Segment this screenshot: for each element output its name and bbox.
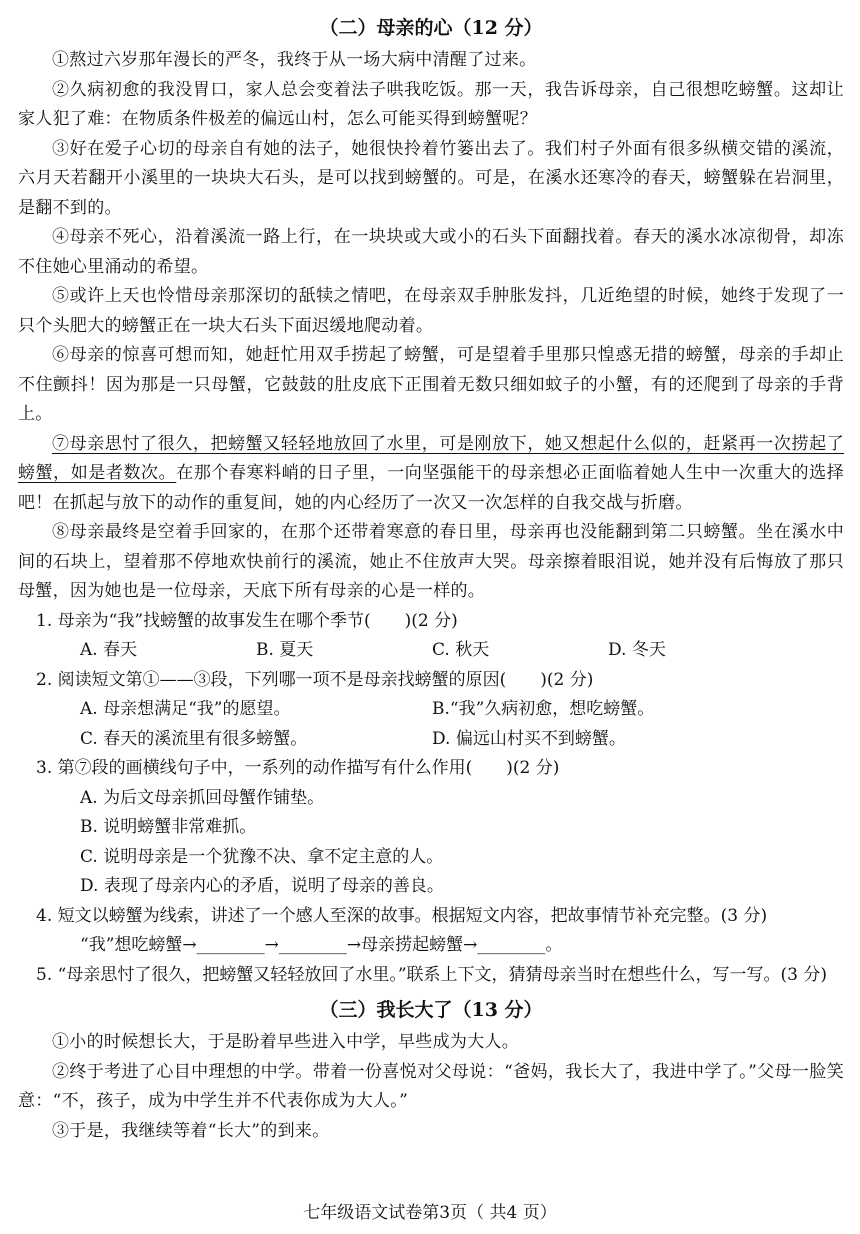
paragraph: ②终于考进了心目中理想的中学。带着一份喜悦对父母说：“爸妈，我长大了，我进中学了。”父母一脸笑意：“不，孩子，成为中学生并不代表你成为大人。” — [18, 1061, 844, 1111]
paragraph: ①熬过六岁那年漫长的严冬，我终于从一场大病中清醒了过来。 — [52, 50, 537, 70]
paragraph: ⑧母亲最终是空着手回家的，在那个还带着寒意的春日里，母亲再也没能翻到第二只螃蟹。坐在溪水中间的石块上，望着那不停地欢快前行的溪流，她止不住放声大哭。母亲擦着眼泪说，她并没有后悔放了那只母蟹，因为她也是一位母亲，天底下所有母亲的心是一样的。 — [18, 522, 844, 601]
paragraph: ①小的时候想长大，于是盼着早些进入中学，早些成为大人。 — [52, 1032, 520, 1052]
section-title: （二）母亲的心（12 分） — [319, 17, 543, 39]
option: A. 为后文母亲抓回母蟹作铺垫。 — [80, 787, 325, 808]
paragraph: ③于是，我继续等着“长大”的到来。 — [52, 1120, 330, 1141]
paragraph: ⑥母亲的惊喜可想而知，她赶忙用双手捞起了螃蟹，可是望着手里那只惶惑无措的螃蟹，母亲的手却止不住颤抖！因为那是一只母蟹，它鼓鼓的肚皮底下正围着无数只细如蚊子的小蟹，有的还爬到了母亲的手背上。 — [18, 345, 844, 424]
option: B.“我”久病初愈，想吃螃蟹。 — [432, 699, 655, 719]
options — [80, 784, 844, 902]
paragraph-text: 在那个春寒料峭的日子里，一向坚强能干的母亲想必正面临着她人生中一次重大的选择吧！在抓起与放下的动作的重复间，她的内心经历了一次又一次怎样的自我交战与折磨。 — [18, 463, 845, 513]
option: C. 秋天 — [432, 640, 490, 660]
paragraph: ②久病初愈的我没胃口，家人总会变着法子哄我吃饭。那一天，我告诉母亲，自己很想吃螃蟹。这却让家人犯了难：在物质条件极差的偏远山村，怎么可能买得到螃蟹呢？ — [18, 79, 844, 129]
section-title: （三）我长大了（13 分） — [319, 999, 543, 1021]
paragraph — [18, 430, 844, 519]
exam-page — [18, 8, 844, 1146]
option: D. 冬天 — [608, 640, 666, 660]
question-stem: 5. “母亲思忖了很久，把螃蟹又轻轻放回了水里。”联系上下文，猜猜母亲当时在想些什么，写一写。(3 分) — [36, 964, 827, 985]
options — [80, 695, 844, 754]
option: B. 夏天 — [256, 640, 314, 660]
question-stem: 1. 母亲为“我”找螃蟹的故事发生在哪个季节( )(2 分) — [36, 610, 458, 631]
option: A. 母亲想满足“我”的愿望。 — [80, 699, 291, 719]
question-stem: 3. 第⑦段的画横线句子中，一系列的动作描写有什么作用( )(2 分) — [36, 758, 560, 778]
option: D. 表现了母亲内心的矛盾，说明了母亲的善良。 — [80, 876, 444, 896]
fill-in-line: “我”想吃螃蟹→________→________→母亲捞起螃蟹→________。 — [80, 935, 563, 955]
option: B. 说明螃蟹非常难抓。 — [80, 817, 257, 837]
question-stem: 4. 短文以螃蟹为线索，讲述了一个感人至深的故事。根据短文内容，把故事情节补充完整。(3 分) — [36, 905, 768, 926]
options — [80, 636, 844, 666]
option: A. 春天 — [80, 640, 138, 660]
paragraph: ④母亲不死心，沿着溪流一路上行，在一块块或大或小的石头下面翻找着。春天的溪水冰凉彻骨，却冻不住她心里涌动的希望。 — [18, 227, 844, 277]
option: D. 偏远山村买不到螃蟹。 — [432, 728, 626, 749]
page-footer: 七年级语文试卷第3页（ 共4 页） — [303, 1203, 557, 1223]
paragraph: ⑤或许上天也怜惜母亲那深切的舐犊之情吧，在母亲双手肿胀发抖，几近绝望的时候，她终于发现了一只个头肥大的螃蟹正在一块大石头下面迟缓地爬动着。 — [18, 286, 844, 336]
underlined-sentence: ⑦母亲思忖了很久，把螃蟹又轻轻地放回了水里，可是刚放下，她又想起什么似的，赶紧再一次捞起了螃蟹，如是者数次。 — [18, 433, 844, 483]
paragraph: ③好在爱子心切的母亲自有她的法子，她很快拎着竹篓出去了。我们村子外面有很多纵横交错的溪流，六月天若翻开小溪里的一块块大石头，是可以找到螃蟹的。可是，在溪水还寒冷的春天，螃蟹躲在岩洞里，是翻不到的。 — [18, 138, 844, 218]
option: C. 说明母亲是一个犹豫不决、拿不定主意的人。 — [80, 846, 444, 867]
question-stem: 2. 阅读短文第①——③段，下列哪一项不是母亲找螃蟹的原因( )(2 分) — [36, 669, 594, 690]
option: C. 春天的溪流里有很多螃蟹。 — [80, 728, 308, 749]
